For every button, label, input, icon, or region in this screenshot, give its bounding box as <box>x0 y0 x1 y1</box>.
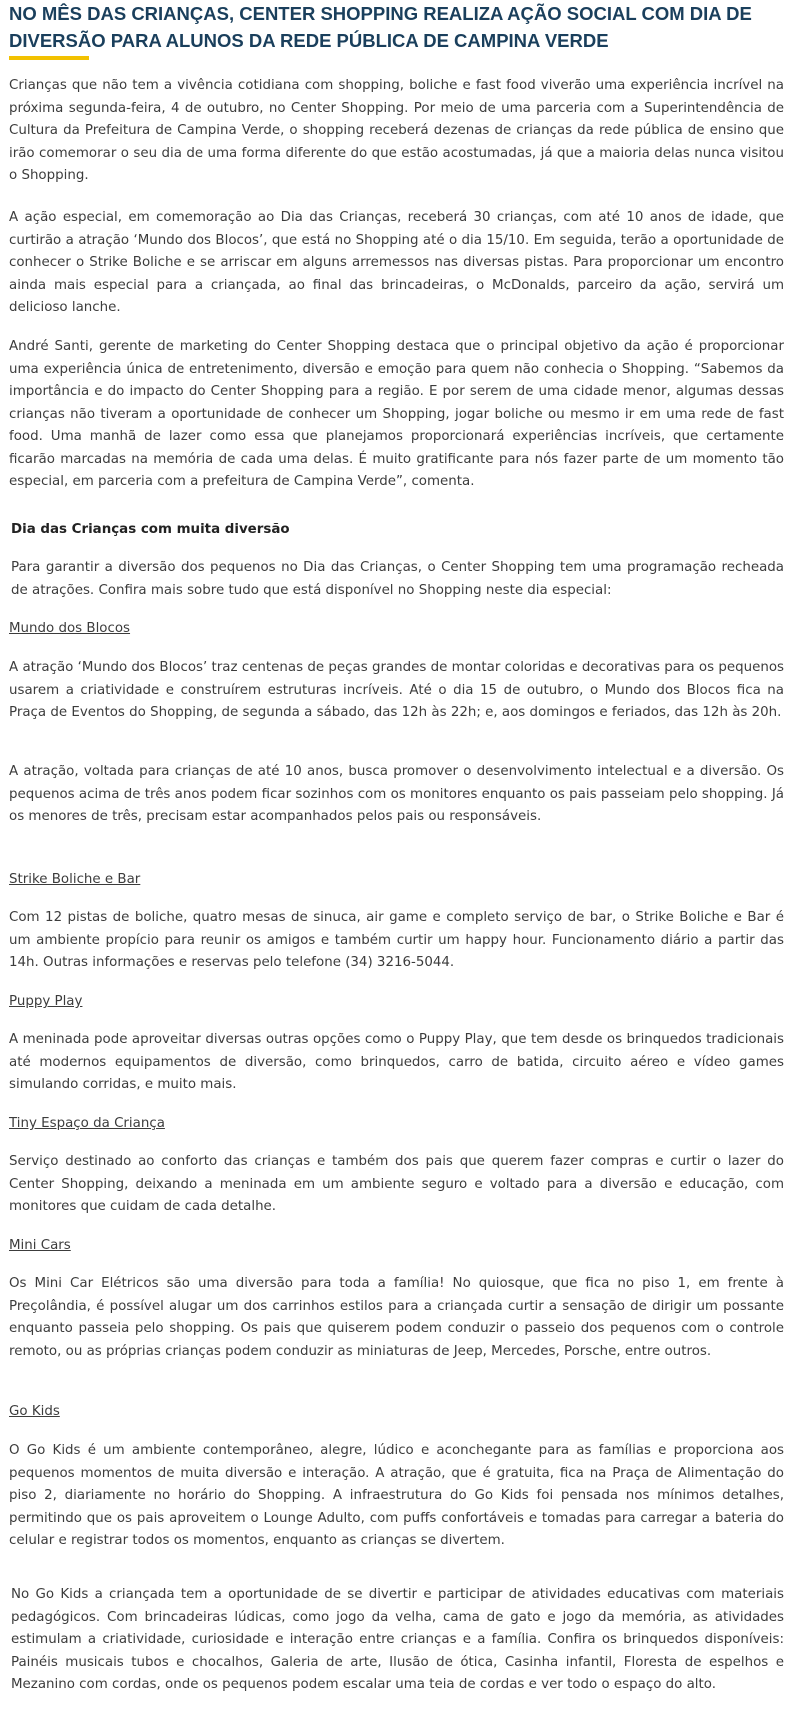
paragraph-go-kids-1: O Go Kids é um ambiente contemporâneo, alegre, lúdico e aconchegante para as famílias e proporciona aos pequenos momentos de muita diversão e interação. A atração, que é gratuita, fica na Praça de Alimentação do piso 2, diariamente no horário do Shopping. A infraestrutura do Go Kids foi pensada nos mínimos detalhes, permitindo que os pais aproveitem o Lounge Adulto, com puffs confortáveis e tomadas para carregar a bateria do celular e registrar todos os momentos, enquanto as crianças se divertem. <box>9 1443 784 1548</box>
paragraph-go-kids-2: No Go Kids a criançada tem a oportunidade de se divertir e participar de atividades educativas com materiais pedagógicos. Com brincadeiras lúdicas, como jogo da velha, cama de gato e jogo da memória, as atividades estimulam a criatividade, curiosidade e interação entre crianças e a família. Confira os brinquedos disponíveis: Painéis musicais tubos e chocalhos, Galeria de arte, Ilusão de ótica, Casinha infantil, Floresta de espelhos e Mezanino com cordas, onde os pequenos podem escalar uma teia de cordas e ver todo o espaço do alto. <box>11 1587 784 1692</box>
paragraph-tiny-espaco: Serviço destinado ao conforto das crianças e também dos pais que querem fazer compras e curtir o lazer do Center Shopping, deixando a meninada em um ambiente seguro e voltado para a diversão e educação, com monitores que cuidam de cada detalhe. <box>9 1154 784 1214</box>
paragraph-mini-cars: Os Mini Car Elétricos são uma diversão para toda a família! No quiosque, que fica no piso 1, em frente à Preçolândia, é possível alugar um dos carrinhos estilos para a criançada curtir a sensação de dirigir um possante enquanto passeia pelo shopping. Os pais que quiserem podem conduzir o passeio dos pequenos com o controle remoto, ou as próprias crianças podem conduzir as miniaturas de Jeep, Mercedes, Porsche, entre outros. <box>9 1276 784 1359</box>
paragraph-mundo-dos-blocos-2: A atração, voltada para crianças de até 10 anos, busca promover o desenvolvimento intelectual e a diversão. Os pequenos acima de três anos podem ficar sozinhos com os monitores enquanto os pais passeiam pelo shopping. Já os menores de três, precisam estar acompanhados pelos pais ou responsáveis. <box>9 764 784 824</box>
section-intro: Para garantir a diversão dos pequenos no Dia das Crianças, o Center Shopping tem uma programação recheada de atrações. Confira mais sobre tudo que está disponível no Shopping neste dia especial: <box>11 560 784 598</box>
title-accent-bar <box>9 56 89 60</box>
paragraph-intro-3: André Santi, gerente de marketing do Center Shopping destaca que o principal objetivo da ação é proporcionar uma experiência única de entretenimento, diversão e emoção para quem não conhecia o Shopping. “Sabemos da importância e do impacto do Center Shopping para a região. E por serem de uma cidade menor, algumas dessas crianças não tiveram a oportunidade de conhecer um Shopping, jogar boliche ou mesmo ir em uma rede de fast food. Uma manhã de lazer como essa que planejamos proporcionará experiências incríveis, que certamente ficarão marcadas na memória de cada uma delas. É muito gratificante para nós fazer parte de um momento tão especial, em parceria com a prefeitura de Campina Verde”, comenta. <box>9 339 784 489</box>
subheading-mundo-dos-blocos: Mundo dos Blocos <box>9 621 131 636</box>
paragraph-strike-boliche: Com 12 pistas de boliche, quatro mesas de sinuca, air game e completo serviço de bar, o Strike Boliche e Bar é um ambiente propício para reunir os amigos e também curtir um happy hour. Funcionamento diário a partir das 14h. Outras informações e reservas pelo telefone (34) 3216-5044. <box>9 910 784 970</box>
paragraph-intro-2: A ação especial, em comemoração ao Dia das Crianças, receberá 30 crianças, com até 10 anos de idade, que curtirão a atração ‘Mundo dos Blocos’, que está no Shopping até o dia 15/10. Em seguida, terão a oportunidade de conhecer o Strike Boliche e se arriscar em alguns arremessos nas diversas pistas. Para proporcionar um encontro ainda mais especial para a criançada, ao final das brincadeiras, o McDonalds, parceiro da ação, servirá um delicioso lanche. <box>9 210 784 315</box>
subheading-go-kids: Go Kids <box>9 1404 60 1419</box>
subheading-mini-cars: Mini Cars <box>9 1238 71 1253</box>
article-title: NO MÊS DAS CRIANÇAS, CENTER SHOPPING REALIZA AÇÃO SOCIAL COM DIA DE DIVERSÃO PARA ALUNOS DA REDE PÚBLICA DE CAMPINA VERDE <box>9 3 752 51</box>
subheading-puppy-play: Puppy Play <box>9 994 83 1009</box>
paragraph-mundo-dos-blocos-1: A atração ‘Mundo dos Blocos’ traz centenas de peças grandes de montar coloridas e decorativas para os pequenos usarem a criatividade e construírem estruturas incríveis. Até o dia 15 de outubro, o Mundo dos Blocos fica na Praça de Eventos do Shopping, de segunda a sábado, das 12h às 22h; e, aos domingos e feriados, das 12h às 20h. <box>9 660 784 720</box>
subheading-strike-boliche: Strike Boliche e Bar <box>9 872 141 887</box>
paragraph-intro-1: Crianças que não tem a vivência cotidiana com shopping, boliche e fast food viverão uma experiência incrível na próxima segunda-feira, 4 de outubro, no Center Shopping. Por meio de uma parceria com a Superintendência de Cultura da Prefeitura de Campina Verde, o shopping receberá dezenas de crianças da rede pública de ensino que irão comemorar o seu dia de uma forma diferente do que estão acostumadas, já que a maioria delas nunca visitou o Shopping. <box>9 78 784 183</box>
paragraph-puppy-play: A meninada pode aproveitar diversas outras opções como o Puppy Play, que tem desde os brinquedos tradicionais até modernos equipamentos de diversão, como brinquedos, carro de batida, circuito aéreo e vídeo games simulando corridas, e muito mais. <box>9 1032 784 1092</box>
subheading-tiny-espaco: Tiny Espaço da Criança <box>9 1116 165 1131</box>
section-heading: Dia das Crianças com muita diversão <box>11 522 290 537</box>
